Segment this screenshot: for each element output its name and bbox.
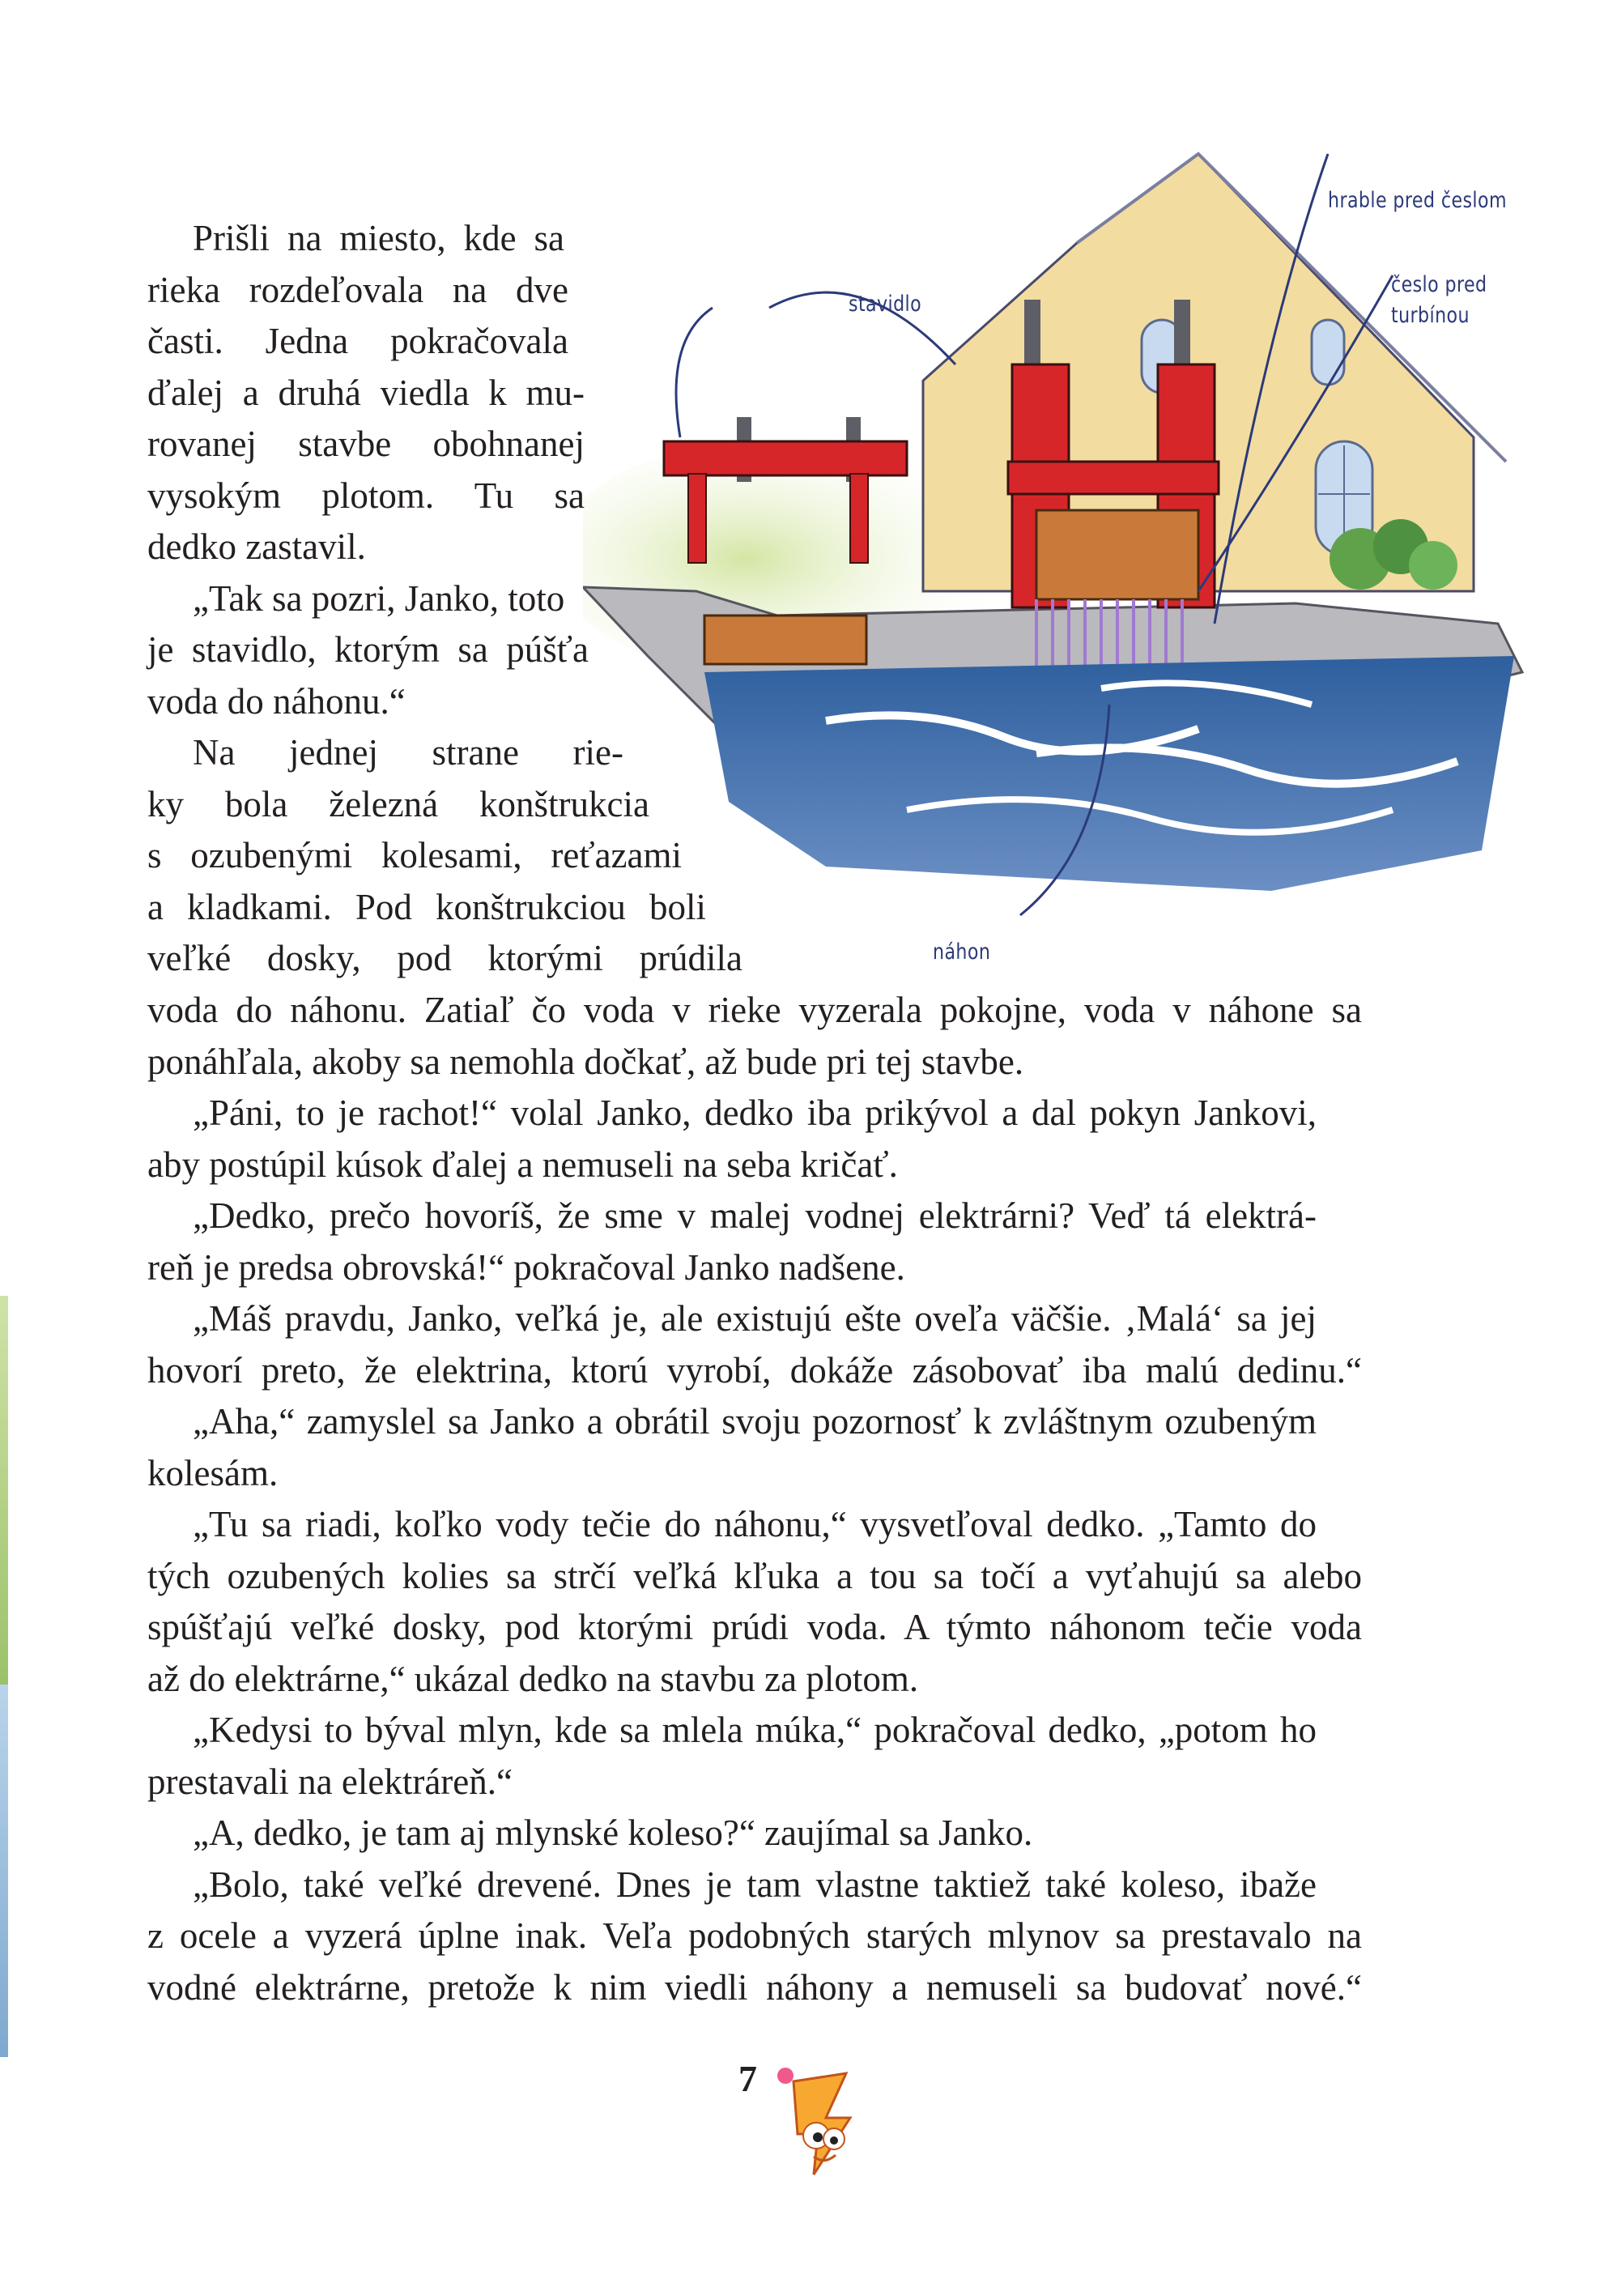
text-line: vysokým plotom. Tu sa: [147, 475, 585, 516]
text-line: „Tak sa pozri, Janko, toto: [193, 577, 565, 619]
text-line: aby postúpil kúsok ďalej a nemuseli na seba kričať.: [147, 1144, 898, 1185]
text-line: tých ozubených kolies sa strčí veľká kľuka a tou sa točí a vyťahujú sa alebo: [147, 1555, 1362, 1596]
label-nahon: náhon: [933, 939, 991, 965]
page-number: 7: [738, 2058, 757, 2099]
text-line: Prišli na miesto, kde sa: [193, 218, 564, 258]
label-stavidlo: stavidlo: [849, 292, 922, 317]
text-line: „A, dedko, je tam aj mlynské koleso?“ zaujímal sa Janko.: [193, 1813, 1033, 1853]
text-line: dedko zastavil.: [147, 526, 366, 567]
text-line: ďalej a druhá viedla k mu-: [147, 372, 585, 413]
story-text-narrow: [147, 213, 742, 985]
text-line: „Páni, to je rachot!“ volal Janko, dedko iba prikývol a dal pokyn Jankovi,: [193, 1093, 1317, 1133]
text-line: „Kedysi to býval mlyn, kde sa mlela múka,“ pokračoval dedko, „potom ho: [193, 1710, 1317, 1750]
text-line: až do elektrárne,“ ukázal dedko na stavbu za plotom.: [147, 1658, 919, 1699]
text-line: „Bolo, také veľké drevené. Dnes je tam vlastne taktiež také koleso, ibaže: [193, 1864, 1317, 1905]
text-line: „Aha,“ zamyslel sa Janko a obrátil svoju pozornosť k zvláštnym ozubeným: [193, 1401, 1317, 1442]
text-line: vodné elektrárne, pretože k nim viedli náhony a nemuseli sa budovať nové.“: [147, 1966, 1362, 2008]
text-line: voda do náhonu. Zatiaľ čo voda v rieke vyzerala pokojne, voda v náhone sa: [147, 990, 1362, 1030]
text-line: prestavali na elektráreň.“: [147, 1761, 513, 1802]
label-ceslo-1: česlo pred: [1391, 272, 1487, 297]
text-line: je stavidlo, ktorým sa púšťa: [147, 629, 589, 670]
sluice-gate-illustration: [583, 138, 1538, 980]
text-line: s ozubenými kolesami, reťazami: [147, 835, 682, 875]
text-line: časti. Jedna pokračovala: [147, 321, 568, 361]
story-text-full: [147, 985, 1362, 2013]
left-edge-strip-green: [0, 1296, 8, 1685]
text-line: veľké dosky, pod ktorými prúdila: [147, 938, 742, 978]
text-line: rieka rozdeľovala na dve: [147, 269, 568, 310]
text-line: Na jednej strane rie-: [193, 732, 623, 773]
text-line: hovorí preto, že elektrina, ktorú vyrobí, dokáže zásobovať iba malú dedinu.“: [147, 1349, 1362, 1391]
text-line: spúšťajú veľké dosky, pod ktorými prúdi voda. A týmto náhonom tečie voda: [147, 1607, 1362, 1647]
text-line: a kladkami. Pod konštrukciou boli: [147, 886, 706, 927]
text-line: reň je predsa obrovská!“ pokračoval Janko nadšene.: [147, 1246, 905, 1288]
river-water: [704, 656, 1514, 891]
label-hrable: hrable pred česlom: [1328, 188, 1507, 213]
text-line: „Dedko, prečo hovoríš, že sme v malej vodnej elektrárni? Veď tá elektrá-: [193, 1195, 1317, 1236]
text-line: voda do náhonu.“: [147, 680, 406, 722]
label-ceslo-2: turbínou: [1391, 303, 1470, 328]
text-line: z ocele a vyzerá úplne inak. Veľa podobných starých mlynov sa prestavalo na: [147, 1915, 1362, 1956]
lightning-mascot-icon: [769, 2061, 866, 2183]
text-line: „Tu sa riadi, koľko vody tečie do náhonu,“ vysvetľoval dedko. „Tamto do: [193, 1504, 1317, 1544]
text-line: kolesám.: [147, 1452, 279, 1493]
text-line: rovanej stavbe obohnanej: [147, 424, 585, 464]
text-line: ponáhľala, akoby sa nemohla dočkať, až bude pri tej stavbe.: [147, 1041, 1024, 1082]
text-line: ky bola železná konštrukcia: [147, 783, 649, 824]
text-line: „Máš pravdu, Janko, veľká je, ale existujú ešte oveľa väčšie. ‚Malá‘ sa jej: [193, 1298, 1317, 1339]
left-edge-strip-blue: [0, 1685, 8, 2057]
